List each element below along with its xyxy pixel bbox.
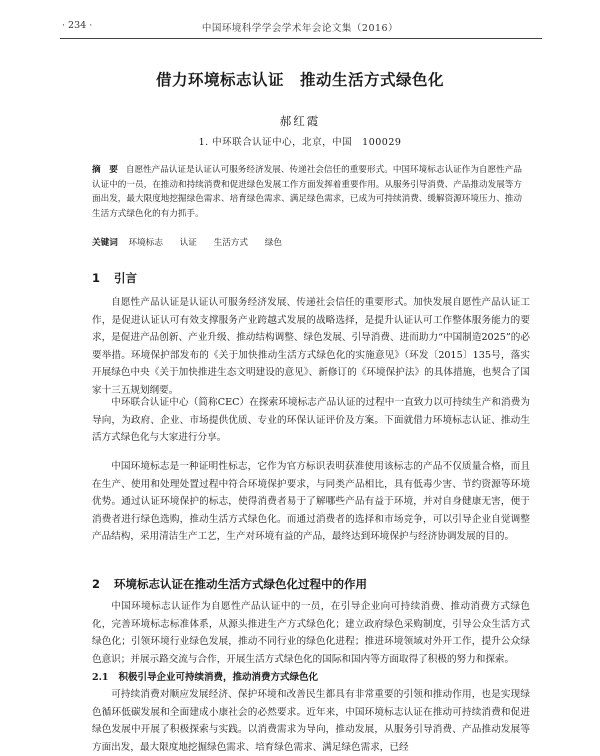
- abstract: [92, 163, 522, 221]
- keywords-label: 关键词: [92, 238, 118, 248]
- affiliation: 1. 中环联合认证中心，北京，中国 100029: [198, 137, 402, 148]
- keyword: 认证: [179, 238, 197, 248]
- paper-title: 借力环境标志认证 推动生活方式绿色化: [155, 71, 444, 89]
- keyword: 生活方式: [213, 238, 248, 248]
- keyword: 环境标志: [128, 238, 163, 248]
- paragraph: 中国环境标志认证作为自愿性产品认证中的一员，在引导企业向可持续消费、推动消费方式绿色化，完善环境标志标准体系，从源头推进生产方式绿色化；建立政府绿色采购制度，引导公众生活方式绿色化；引领环境行业绿色发展，推动不同行业的绿色化进程；推进环境领域对外开工作，提升公众绿色意识；并展示路交流与合作，开展生活方式绿色化的国际和国内等方面取得了积极的努力和探索。: [92, 601, 530, 665]
- journal-title: 中国环境科学学会学术年会论文集（2016）: [201, 23, 399, 34]
- page-number: · 234 ·: [62, 20, 93, 31]
- keywords: [92, 236, 522, 250]
- header-rule: [60, 38, 542, 39]
- paragraph: 自愿性产品认证是认证认可服务经济发展、传递社会信任的重要形式。加快发展自愿性产品认证工作，是促进认证认可有效支撑服务产业跨越式发展的战略选择，是提升认证认可工作整体服务能力的要求，是促进产品创新、产业升级、推动结构调整、绿色发展、引导消费、进而助力“中国制造2025”的必要举措。环境保护部发布的《关于加快推动生活方式绿色化的实施意见》（环发〔2015〕135号，落实开展绿色中央《关于加快推进生态文明建设的意见》、新修订的《环境保护法》的具体措施，也契合了国家十三五规划纲要。: [92, 297, 530, 396]
- section-number: 2: [92, 577, 101, 591]
- subsection-heading: [92, 669, 318, 683]
- abstract-label: 摘 要: [92, 165, 118, 175]
- section-title: 环境标志认证在推动生活方式绿色化过程中的作用: [114, 577, 368, 591]
- running-header: [0, 20, 600, 34]
- paragraph: 中国环境标志是一种证明性标志，它作为官方标识表明获准使用该标志的产品不仅质量合格，而且在生产、使用和处理处置过程中符合环境保护要求，与同类产品相比，具有低毒少害、节约资源等环境优势。通过认证环境保护的标志，使得消费者易于了解哪些产品有益于环境，并对自身健康无害，便于消费者进行绿色选购，推动生活方式绿色化。而通过消费者的选择和市场竞争，可以引导企业自觉调整产品结构，采用清洁生产工艺，生产对环境有益的产品，最终达到环境保护与经济协调发展的目的。: [92, 461, 530, 543]
- paragraph: 可持续消费对顺应发展经济、保护环境和改善民生都具有非常重要的引领和推动作用，也是实现绿色循环低碳发展和全面建成小康社会的必然要求。近年来，中国环境标志认证在推动可持续消费和促进绿色发展中开展了积极探索与实践。以消费需求为导向，推动发展，从服务引导消费、产品推动发展等方面出发，最大限度地挖掘绿色需求、培育绿色需求、满足绿色需求，已经: [92, 689, 530, 753]
- section-title: 引言: [114, 271, 138, 285]
- subsection-number: 2.1: [92, 672, 109, 683]
- subsection-title: 积极引导企业可持续消费，推动消费方式绿色化: [118, 672, 319, 683]
- section-heading: [92, 576, 367, 592]
- section-heading: [92, 270, 137, 286]
- keyword: 绿色: [264, 238, 282, 248]
- section-number: 1: [92, 271, 101, 285]
- author-name: 郝红霞: [279, 114, 321, 128]
- abstract-text: 自愿性产品认证是认证认可服务经济发展、传递社会信任的重要形式。中国环境标志认证作为自愿性产品认证中的一员，在推动和持续消费和促进绿色发展工作方面发挥着重要作用。从服务引导消费、产品推动发展等方面出发，最大限度地挖掘绿色需求、培育绿色需求、满足绿色需求，已成为可持续消费、缓解资源环境压力、推动生活方式绿色化的有力抓手。: [92, 165, 522, 219]
- paragraph: 中环联合认证中心（简称CEC）在探索环境标志产品认证的过程中一直致力以可持续生产和消费为导向，为政府、企业、市场提供优质、专业的环保认证评价及方案。下面就借力环境标志认证、推动生活方式绿色化与大家进行分享。: [92, 397, 530, 444]
